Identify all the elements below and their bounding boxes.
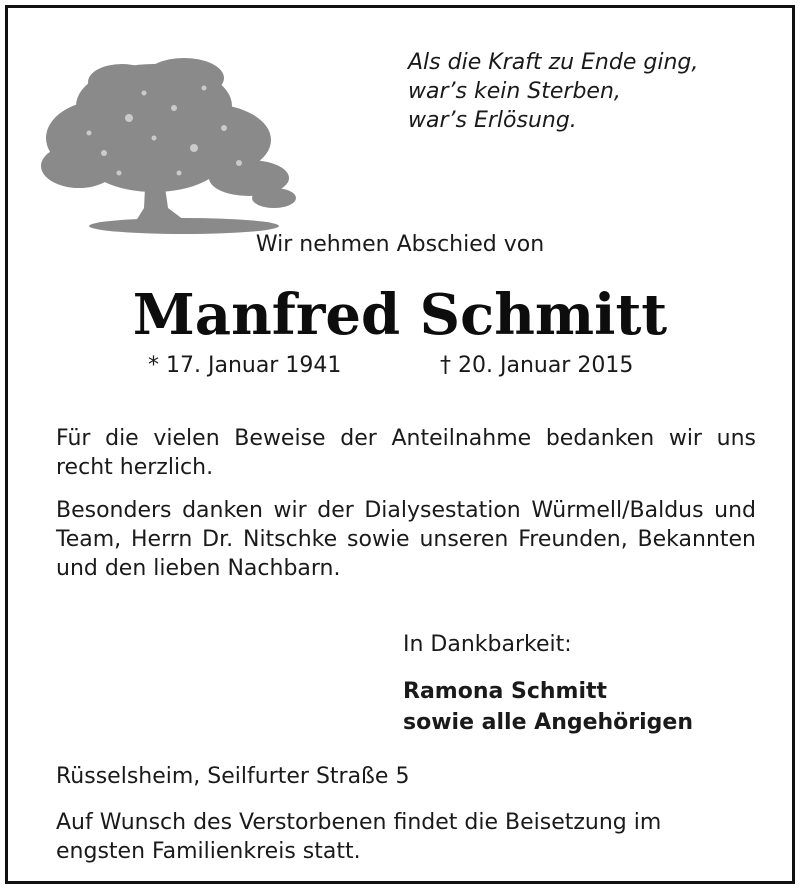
birth-date: * 17. Januar 1941 bbox=[148, 353, 342, 378]
poem-line: war’s Erlösung. bbox=[408, 108, 577, 133]
intro-text: Wir nehmen Abschied von bbox=[255, 232, 545, 257]
poem-line: Als die Kraft zu Ende ging, bbox=[408, 50, 699, 75]
poem bbox=[408, 48, 698, 135]
mourner-name: sowie alle Angehörigen bbox=[403, 710, 694, 735]
thanks-paragraph: Für die vielen Beweise der Anteilnahme bedanken wir uns recht herzlich. bbox=[56, 426, 756, 480]
address: Rüsselsheim, Seilfurter Straße 5 bbox=[56, 764, 410, 789]
special-thanks-paragraph: Besonders danken wir der Dialysestation Würmell/Baldus und Team, Herrn Dr. Nitschke sowie unseren Freunden, Bekannten und den lieben Nachbarn. bbox=[56, 498, 756, 581]
obituary-notice bbox=[5, 5, 795, 884]
mourners bbox=[403, 676, 693, 738]
death-date: † 20. Januar 2015 bbox=[440, 353, 634, 378]
deceased-name: Manfred Schmitt bbox=[132, 282, 668, 348]
gratitude-label: In Dankbarkeit: bbox=[403, 632, 572, 657]
closing-note: Auf Wunsch des Verstorbenen findet die Beisetzung im engsten Familienkreis statt. bbox=[56, 810, 662, 864]
mourner-name: Ramona Schmitt bbox=[403, 679, 608, 704]
tree-icon bbox=[34, 48, 304, 238]
poem-line: war’s kein Sterben, bbox=[408, 79, 621, 104]
